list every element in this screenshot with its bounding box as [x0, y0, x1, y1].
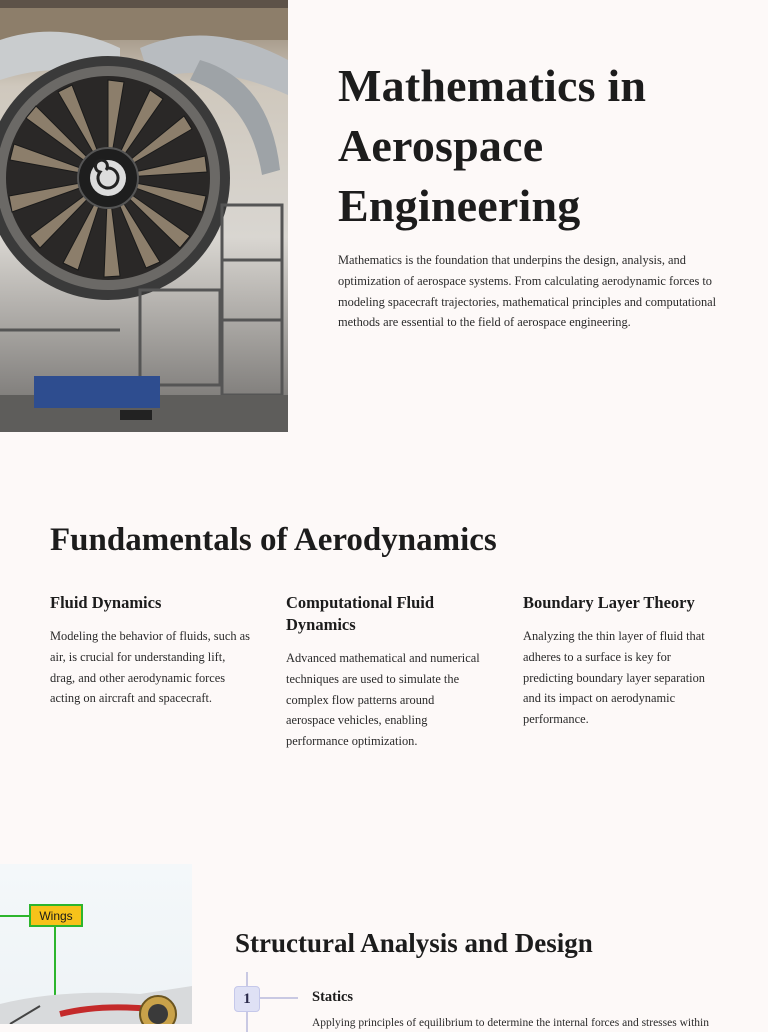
card-heading: Boundary Layer Theory [523, 593, 695, 612]
jet-engine-image [0, 0, 288, 432]
card-text: Advanced mathematical and numerical techniques are used to simulate the complex flow patterns around aerospace vehicles, enabling performance optimization. [286, 651, 480, 749]
aerodynamics-heading: Fundamentals of Aerodynamics [50, 522, 497, 558]
card-text: Modeling the behavior of fluids, such as air, is crucial for understanding lift, drag, and other aerodynamic forces acting on aircraft and spacecraft. [50, 629, 250, 706]
step-text: Applying principles of equilibrium to determine the internal forces and stresses within [312, 1017, 709, 1029]
aircraft-diagram-image [0, 864, 192, 1024]
intro-paragraph: Mathematics is the foundation that underpins the design, analysis, and optimization of aerospace systems. From calculating aerodynamic forces to modeling spacecraft trajectories, mathematical principles and computational methods are essential to the field of aerospace engineering. [338, 253, 717, 330]
aircraft-parts-diagram [0, 864, 192, 1024]
structural-heading: Structural Analysis and Design [235, 928, 593, 958]
step-title: Statics [312, 989, 354, 1005]
jet-engine-illustration [0, 0, 288, 432]
step-number-badge: 1 [234, 986, 260, 1012]
card-heading: Fluid Dynamics [50, 593, 162, 612]
fluid-dynamics-card [50, 592, 250, 709]
cfd-card [286, 592, 486, 752]
timeline-connector [258, 997, 298, 999]
boundary-layer-card [523, 592, 723, 730]
card-heading: Computational Fluid Dynamics [286, 593, 435, 634]
page-title: Mathematics in Aerospace Engineering [338, 60, 647, 231]
wings-label: Wings [39, 909, 73, 923]
card-text: Analyzing the thin layer of fluid that adheres to a surface is key for predicting boundary layer separation and its impact on aerodynamic performance. [523, 629, 706, 727]
